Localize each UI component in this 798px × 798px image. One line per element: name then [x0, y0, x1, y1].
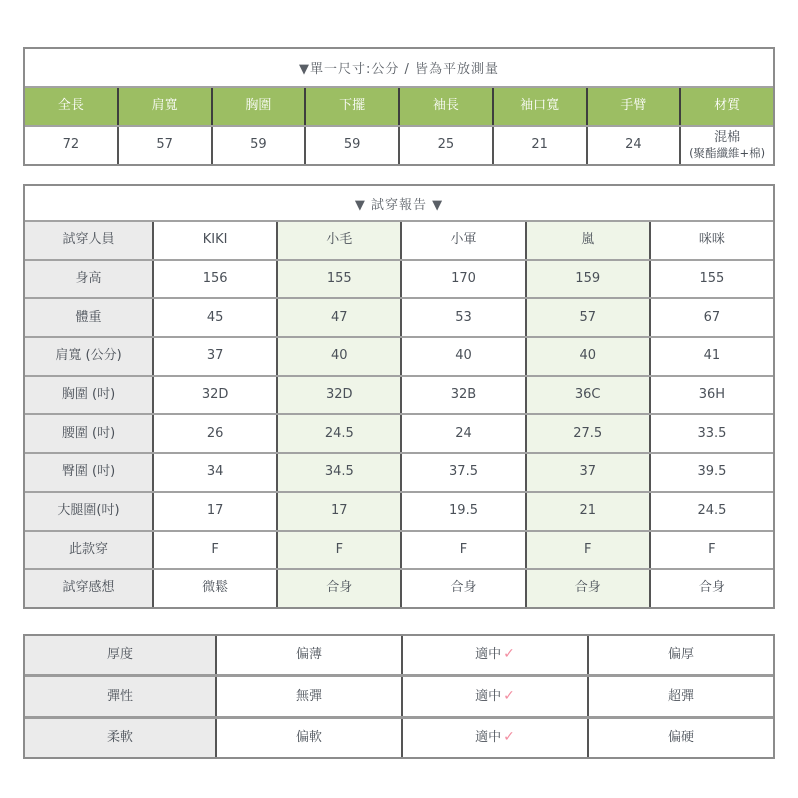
- value-cell: 53: [400, 299, 524, 336]
- person-cell: 咪咪: [649, 222, 773, 259]
- value-cell: 32B: [400, 377, 524, 414]
- value-cell: 57: [525, 299, 649, 336]
- fitting-row-size-worn: [25, 530, 773, 569]
- value-sleeve-length: 25: [398, 127, 492, 164]
- person-cell: 小毛: [276, 222, 400, 259]
- row-label: 胸圍 (吋): [25, 377, 152, 414]
- size-table: [23, 47, 775, 166]
- value-cell: 67: [649, 299, 773, 336]
- row-label: 厚度: [25, 636, 215, 675]
- value-cell: 45: [152, 299, 276, 336]
- value-cell: 36H: [649, 377, 773, 414]
- option-cell-checked: [401, 677, 587, 716]
- value-cell: 24.5: [649, 493, 773, 530]
- value-cell: 40: [400, 338, 524, 375]
- value-cell: F: [152, 532, 276, 569]
- check-icon: ✓: [503, 729, 515, 746]
- fitting-row-waist: [25, 413, 773, 452]
- person-cell: 小軍: [400, 222, 524, 259]
- value-cell: 37.5: [400, 454, 524, 491]
- row-label: 大腿圍(吋): [25, 493, 152, 530]
- value-cell: 47: [276, 299, 400, 336]
- value-cell: 155: [649, 261, 773, 298]
- person-cell: 嵐: [525, 222, 649, 259]
- fitting-row-weight: [25, 297, 773, 336]
- row-label: 柔軟: [25, 719, 215, 758]
- option-label: 適中: [475, 730, 502, 745]
- row-label: 彈性: [25, 677, 215, 716]
- value-cell: 32D: [152, 377, 276, 414]
- property-row-elasticity: [25, 674, 773, 716]
- value-material: [679, 127, 773, 164]
- header-hem: 下擺: [304, 88, 398, 125]
- value-hem: 59: [304, 127, 398, 164]
- fitting-row-height: [25, 259, 773, 298]
- fitting-report-table: [23, 184, 775, 609]
- fitting-row-person: [25, 220, 773, 259]
- row-label: 肩寬 (公分): [25, 338, 152, 375]
- fitting-row-hip: [25, 452, 773, 491]
- value-bust: 59: [211, 127, 305, 164]
- person-cell: KIKI: [152, 222, 276, 259]
- fitting-row-impression: [25, 568, 773, 607]
- value-cell: F: [525, 532, 649, 569]
- value-cell: 155: [276, 261, 400, 298]
- check-icon: ✓: [503, 687, 515, 704]
- value-cell: 170: [400, 261, 524, 298]
- material-composition: (聚酯纖維+棉): [689, 146, 766, 161]
- value-cell: 合身: [525, 570, 649, 607]
- size-table-header-row: [25, 86, 773, 125]
- value-cell: 33.5: [649, 415, 773, 452]
- row-label: 試穿感想: [25, 570, 152, 607]
- value-cell: 34: [152, 454, 276, 491]
- value-full-length: 72: [62, 137, 80, 153]
- value-cell: 37: [152, 338, 276, 375]
- row-label: 身高: [25, 261, 152, 298]
- row-label: 試穿人員: [25, 222, 152, 259]
- option-cell: 無彈: [215, 677, 401, 716]
- value-cell: 32D: [276, 377, 400, 414]
- size-table-title: [25, 49, 773, 86]
- header-arm: 手臂: [586, 88, 680, 125]
- property-row-softness: [25, 716, 773, 758]
- value-cell: 合身: [649, 570, 773, 607]
- option-cell: 偏薄: [215, 636, 401, 675]
- option-cell: 偏厚: [587, 636, 773, 675]
- size-table-title-text: ▼單一尺寸:公分 / 皆為平放測量: [298, 62, 500, 77]
- row-label: 體重: [25, 299, 152, 336]
- value-cell: 40: [525, 338, 649, 375]
- option-label: 適中: [475, 688, 502, 704]
- property-table: [23, 634, 775, 760]
- value-cell: 40: [276, 338, 400, 375]
- fitting-row-thigh: [25, 491, 773, 530]
- check-icon: ✓: [503, 646, 515, 663]
- option-cell: 偏軟: [215, 719, 401, 758]
- option-cell-checked: [401, 636, 587, 675]
- value-cell: 27.5: [525, 415, 649, 452]
- value-cell: 159: [525, 261, 649, 298]
- fitting-row-bust: [25, 375, 773, 414]
- value-cell: 19.5: [400, 493, 524, 530]
- value-cell: 26: [152, 415, 276, 452]
- property-row-thickness: [25, 636, 773, 675]
- value-cell: 41: [649, 338, 773, 375]
- row-label: 臀圍 (吋): [25, 454, 152, 491]
- value-cell: 39.5: [649, 454, 773, 491]
- header-shoulder-width: 肩寬: [117, 88, 211, 125]
- value-cell: 156: [152, 261, 276, 298]
- option-cell: 偏硬: [587, 719, 773, 758]
- material-name: 混棉: [714, 130, 741, 146]
- value-cell: 37: [525, 454, 649, 491]
- header-bust: 胸圍: [211, 88, 305, 125]
- value-arm: 24: [586, 127, 680, 164]
- header-cuff-width: 袖口寬: [492, 88, 586, 125]
- value-shoulder-width: 57: [117, 127, 211, 164]
- row-label: 此款穿: [25, 532, 152, 569]
- value-cell: 34.5: [276, 454, 400, 491]
- header-full-length: 全長: [25, 88, 117, 125]
- fitting-report-title-text: ▼ 試穿報告 ▼: [354, 197, 444, 213]
- value-cell: 17: [276, 493, 400, 530]
- value-cell: 17: [152, 493, 276, 530]
- value-cell: 24.5: [276, 415, 400, 452]
- row-label: 腰圍 (吋): [25, 415, 152, 452]
- value-cell: 36C: [525, 377, 649, 414]
- option-cell: 超彈: [587, 677, 773, 716]
- value-cell: 21: [525, 493, 649, 530]
- value-cell: 合身: [400, 570, 524, 607]
- value-cuff-width: 21: [492, 127, 586, 164]
- value-cell: 微鬆: [152, 570, 276, 607]
- option-label: 適中: [475, 647, 502, 662]
- value-cell: 合身: [276, 570, 400, 607]
- value-cell: F: [400, 532, 524, 569]
- fitting-row-shoulder: [25, 336, 773, 375]
- header-sleeve-length: 袖長: [398, 88, 492, 125]
- value-cell: 24: [400, 415, 524, 452]
- option-cell-checked: [401, 719, 587, 758]
- value-cell: F: [276, 532, 400, 569]
- header-material: 材質: [679, 88, 773, 125]
- size-table-value-row: [25, 125, 773, 164]
- fitting-report-title: [25, 186, 773, 220]
- value-cell: F: [649, 532, 773, 569]
- page: [23, 0, 775, 759]
